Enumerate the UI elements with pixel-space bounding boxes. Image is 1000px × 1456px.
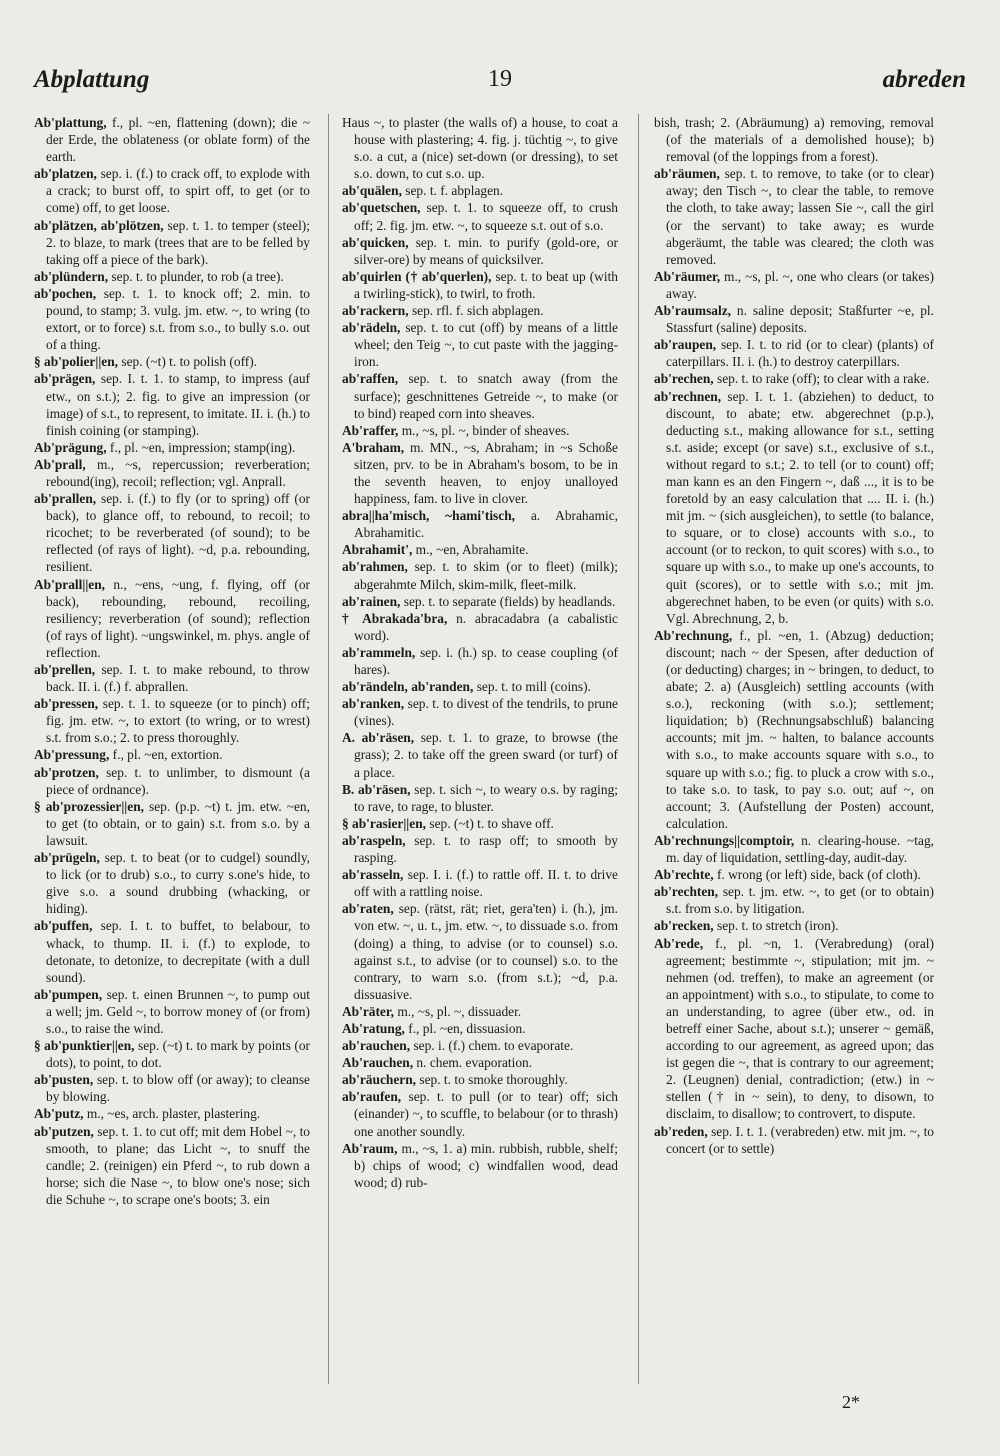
entry-headword: ab'rahmen, (342, 559, 408, 575)
dictionary-entry (342, 422, 618, 439)
entry-headword: ab'rändeln, ab'randen, (342, 679, 474, 695)
entry-headword: ab'recken, (654, 918, 714, 934)
entry-definition: sep. t. to pull (or to tear) off; sich (einander) ~, to scuffle, to belabour (or to thrash) one another soundly. (354, 1089, 618, 1139)
entry-headword: ab'puffen, (34, 918, 93, 934)
entry-definition: sep. (~t) t. to shave off. (429, 815, 554, 831)
entry-headword: A'braham, (342, 439, 405, 455)
entry-headword: Ab'prägung, (34, 439, 107, 455)
entry-headword: Ab'prall||en, (34, 576, 106, 592)
dictionary-entry (342, 370, 618, 421)
dictionary-entry (342, 593, 618, 610)
entry-headword: Ab'pressung, (34, 747, 110, 763)
entry-definition: n. abracadabra (a cabalistic word). (354, 610, 618, 643)
dictionary-entry (654, 268, 934, 302)
entry-definition: bish, trash; 2. (Abräumung) a) removing, removal (of the materials of a demolished house); b) removal (of the loppings from a forest). (654, 115, 934, 165)
dictionary-entry (34, 746, 310, 763)
entry-definition: n. chem. evaporation. (416, 1055, 533, 1071)
dictionary-entry (34, 217, 310, 268)
entry-definition: sep. t. 1. to graze, to browse (the grass); 2. to take off the green sward (or turf) of a place. (354, 730, 618, 780)
entry-headword: Abrahamit', (342, 542, 413, 558)
dictionary-entry (342, 1054, 618, 1071)
entry-headword: Ab'raumsalz, (654, 303, 731, 319)
entry-definition: sep. t. to rake (off); to clear with a rake. (717, 371, 930, 387)
entry-headword: § ab'polier||en, (34, 354, 119, 370)
entry-headword: ab'putzen, (34, 1123, 94, 1139)
dictionary-entry (34, 165, 310, 216)
column-divider (328, 114, 329, 1384)
entry-headword: ab'pressen, (34, 696, 99, 712)
entry-headword: ab'quetschen, (342, 200, 421, 216)
dictionary-entry (342, 866, 618, 900)
entry-definition: f., pl. ~en, 1. (Abzug) deduction; discount; nach ~ der Spesen, after deduction of (or deducting) charges; in ~ bringen, to deduct, to abate; 2. a) (Ausgleich) settling accounts (with s.o.), reckoning (with s.o.); settlement; liquidation; b) (Rechnungsabschluß) balancing accounts; mit jm. ~ halten, to balance accounts with s.o., to make accounts square with s.o., to square up with s.o.; fig. to pluck a crow with s.o., to take s.o. to task, to pay s.o. out; auf ~, on account; 3. (Aufstellung der Posten) account, calculation. (666, 627, 934, 831)
entry-headword: abra||ha'misch, ~hami'tisch, (342, 508, 515, 524)
dictionary-entry (34, 456, 310, 490)
entry-headword: § ab'rasier||en, (342, 815, 426, 831)
dictionary-entry (342, 729, 618, 780)
dictionary-entry (654, 388, 934, 627)
entry-headword: ab'pumpen, (34, 986, 103, 1002)
dictionary-entry (654, 336, 934, 370)
entry-definition: sep. t. sich ~, to weary o.s. by raging; to rave, to rage, to bluster. (354, 781, 618, 814)
entry-headword: ab'pochen, (34, 285, 97, 301)
entry-definition: sep. i. (f.) to crack off, to explode with a crack; to burst off, to spirt off, to get (or to come) off, to get loose. (46, 166, 310, 216)
entry-definition: sep. t. to remove, to take (or to clear) away; den Tisch ~, to clear the table, to remove the cloth, to take away; lassen Sie ~, call the girl (or the servant) to take away; es wurde abgeräumt, the table was cleared; the cloth was removed. (666, 166, 934, 267)
entry-definition: m., ~s, pl. ~, one who clears (or takes) away. (666, 268, 934, 301)
entry-definition: sep. (rätst, rät; riet, gera'ten) i. (h.), jm. von etw. ~, u. t., jm. etw. ~, to dissuade s.o. from (doing) a thing, to advise (or to counsel) s.o. against s.t., to advise (or to counsel) s.o. to the contrary, to warn s.o. (from s.t.); ~d, p.a. dissuasive. (354, 901, 618, 1002)
entry-definition: n. saline deposit; Staßfurter ~e, pl. Stassfurt (saline) deposits. (666, 303, 934, 336)
entry-headword: Ab'räumer, (654, 268, 721, 284)
dictionary-entry (34, 1071, 310, 1105)
dictionary-entry (34, 917, 310, 985)
entry-headword: ab'räuchern, (342, 1072, 417, 1088)
dictionary-entry (342, 199, 618, 233)
entry-definition: sep. t. to beat (or to cudgel) soundly, to lick (or to drub) s.o., to curry s.one's hide, to give s.o. a sound drubbing (whacking, or hiding). (46, 850, 310, 917)
dictionary-entry (654, 302, 934, 336)
dictionary-entry (342, 695, 618, 729)
entry-definition: sep. t. to rasp off; to smooth by rasping. (354, 832, 618, 866)
entry-headword: Ab'prall, (34, 456, 86, 472)
dictionary-entry (342, 644, 618, 678)
dictionary-entry (342, 1020, 618, 1037)
entry-headword: Ab'rede, (654, 935, 704, 951)
entry-definition: sep. i. (h.) sp. to cease coupling (of hares). (354, 644, 618, 677)
dictionary-entry (34, 986, 310, 1037)
entry-headword: ab'raspeln, (342, 832, 406, 848)
dictionary-entry (654, 883, 934, 917)
entry-definition: sep. rfl. f. sich abplagen. (411, 303, 544, 319)
entry-headword: Ab'räter, (342, 1003, 394, 1019)
entry-definition: f., pl. ~en, impression; stamp(ing). (109, 439, 296, 455)
entry-definition: sep. t. jm. etw. ~, to get (or to obtain) s.t. from s.o. by litigation. (666, 884, 934, 917)
entry-definition: sep. I. t. 1. (abziehen) to deduct, to discount, to abate; etw. abgerechnet (p.p.), deducting s.t., making allowance for s.t., setting s.t. aside; except (or save) s.t., exclusive of s.t., without regard to s.t.; 2. to tell (or to count) off; man kann es an den Fingern ~, daß ..., it is to be foretold by an easy calculation that .... II. i. (h.) mit jm. ~ (sich ausgleichen), to settle (to balance, to square, or to close) accounts with s.o., to account (or to reckon, to quit scores) with s.o., to square up with s.o., to make up one's accounts, to quit (scores), or to settle with s.o.; mit jm. abgerechnet haben, to be even (or quits) with s.o. Vgl. Abrechnung, 2, b. (666, 388, 934, 626)
column-2 (342, 114, 618, 1404)
entry-definition: n. clearing-house. ~tag, m. day of liquidation, settling-day, audit-day. (666, 832, 934, 866)
entry-headword: † Abrakada'bra, (342, 610, 448, 626)
entry-headword: ab'platzen, (34, 166, 97, 182)
dictionary-entry (342, 507, 618, 541)
dictionary-entry (34, 285, 310, 353)
entry-definition: sep. t. to blow off (or away); to cleanse by blowing. (46, 1072, 310, 1105)
entry-definition: f., pl. ~en, extortion. (112, 747, 223, 763)
header-left-catchword: Abplattung (34, 66, 150, 93)
entry-definition: Haus ~, to plaster (the walls of) a house, to coat a house with plastering; 4. fig. j. tüchtig ~, to give s.o. a cut, a (nice) set-down (or dressing), to set s.o. down, to cut s.o. up. (342, 115, 618, 182)
entry-definition: sep. t. to divest of the tendrils, to prune (vines). (354, 696, 618, 729)
dictionary-entry (34, 764, 310, 798)
entry-headword: ab'rädeln, (342, 320, 401, 336)
dictionary-entry (654, 165, 934, 268)
entry-definition: f., pl. ~en, flattening (down); die ~ der Erde, the oblateness (or oblate form) of the earth. (46, 115, 310, 165)
entry-definition: sep. t. 1. to knock off; 2. min. to pound, to stamp; 3. vulg. jm. etw. ~, to wring (to extort, or to force) s.t. from s.o., to bully s.o. out of a thing. (46, 285, 310, 353)
dictionary-entry (342, 815, 618, 832)
dictionary-entry (34, 849, 310, 917)
entry-definition: sep. (~t) t. to mark by points (or dots), to point, to dot. (46, 1038, 310, 1071)
column-divider (638, 114, 639, 1384)
dictionary-entry (342, 302, 618, 319)
dictionary-entry (34, 268, 310, 285)
dictionary-entry (34, 1037, 310, 1071)
dictionary-entry (342, 1088, 618, 1139)
entry-definition: sep. I. t. to rid (or to clear) (plants) of caterpillars. II. i. (h.) to destroy caterpillars. (666, 337, 934, 370)
dictionary-entry (342, 678, 618, 695)
column-1 (34, 114, 310, 1404)
dictionary-entry (654, 114, 934, 165)
entry-headword: Ab'rauchen, (342, 1055, 414, 1071)
entry-definition: m., ~en, Abrahamite. (415, 542, 529, 558)
dictionary-entry (342, 1140, 618, 1191)
entry-headword: ab'rammeln, (342, 644, 416, 660)
entry-definition: sep. t. 1. to squeeze off, to crush off; 2. fig. jm. etw. ~, to squeeze s.t. out of s.o. (354, 200, 618, 233)
entry-headword: ab'raten, (342, 901, 394, 917)
entry-definition: sep. t. min. to purify (gold-ore, or silver-ore) by means of quicksilver. (354, 234, 618, 267)
entry-definition: sep. t. 1. to temper (steel); 2. to blaze, to mark (trees that are to be felled by taking off a piece of the bark). (46, 217, 310, 267)
entry-definition: sep. t. to unlimber, to dismount (a piece of ordnance). (46, 764, 310, 797)
entry-headword: ab'prägen, (34, 371, 96, 387)
dictionary-entry (342, 541, 618, 558)
dictionary-entry (342, 1037, 618, 1054)
entry-headword: Ab'raffer, (342, 422, 399, 438)
dictionary-entry (342, 558, 618, 592)
dictionary-entry (342, 114, 618, 182)
entry-definition: sep. t. to separate (fields) by headlands. (403, 593, 616, 609)
dictionary-entry (342, 1071, 618, 1088)
entry-headword: ab'prellen, (34, 662, 96, 677)
entry-definition: sep. t. 1. to cut off; mit dem Hobel ~, to smooth, to plane; das Licht ~, to snuff the candle; 2. (reinigen) ein Pferd ~, to rub down a horse; sich die Nase ~, to blow one's nose; sich die Schuhe ~, to scrape one's boots; 3. ein (46, 1123, 310, 1207)
entry-headword: ab'quälen, (342, 183, 402, 199)
entry-headword: Ab'rechnungs||comptoir, (654, 832, 795, 848)
entry-headword: § ab'prozessier||en, (34, 798, 144, 814)
entry-definition: sep. t. to stretch (iron). (717, 918, 839, 934)
dictionary-entry (654, 627, 934, 832)
entry-headword: ab'rechten, (654, 884, 719, 900)
dictionary-entry (342, 319, 618, 370)
entry-definition: sep. I. t. 1. to stamp, to impress (auf etw., on s.t.); 2. fig. to give an impression (or image) of s.t., to represent, to imitate. II. i. (h.) to finish coining (or stamping). (46, 371, 310, 438)
dictionary-entry (654, 917, 934, 934)
entry-definition: f. wrong (or left) side, back (of cloth). (716, 867, 921, 883)
dictionary-entry (34, 661, 310, 695)
text-columns (34, 114, 966, 1404)
entry-headword: ab'raffen, (342, 371, 399, 387)
entry-headword: ab'prallen, (34, 491, 97, 507)
entry-definition: m. MN., ~s, Abraham; in ~s Schoße sitzen, prv. to be in Abraham's bosom, to be in the seventh heaven, to enjoy unalloyed happiness, fam. to live in clover. (354, 439, 618, 507)
entry-definition: sep. t. to smoke thoroughly. (419, 1072, 568, 1088)
dictionary-entry (34, 353, 310, 370)
dictionary-entry (34, 576, 310, 661)
entry-headword: ab'rackern, (342, 303, 409, 319)
dictionary-entry (342, 234, 618, 268)
entry-headword: ab'protzen, (34, 764, 99, 780)
entry-headword: ab'rauchen, (342, 1038, 411, 1054)
column-3 (654, 114, 934, 1404)
dictionary-entry (34, 1123, 310, 1208)
entry-definition: sep. t. to snatch away (from the surface); geschnittenes Getreide ~, to make (or to bind) reaped corn into sheaves. (354, 371, 618, 421)
entry-headword: ab'plündern, (34, 268, 109, 284)
entry-headword: ab'reden, (654, 1123, 708, 1139)
entry-definition: sep. i. (f.) to fly (or to spring) off (or back), to glance off, to rebound, to recoil; to ricochet; to be reverberated (of sound); to be reflected (of rays of light). ~d, p.a. rebounding, resilient. (46, 491, 310, 575)
entry-definition: sep. I. t. to buffet, to belabour, to whack, to thump. II. i. (f.) to explode, to detonate, to detonize, to decrepitate (with a dull sound). (46, 918, 310, 985)
entry-headword: Ab'raum, (342, 1140, 398, 1156)
dictionary-entry (34, 490, 310, 575)
entry-definition: sep. t. to beat up (with a twirling-stick), to twirl, to froth. (354, 268, 618, 301)
dictionary-entry (342, 832, 618, 866)
entry-headword: ab'raufen, (342, 1089, 402, 1105)
page-number: 19 (488, 66, 512, 92)
dictionary-entry (342, 439, 618, 507)
dictionary-entry (34, 370, 310, 438)
entry-headword: Ab'putz, (34, 1106, 84, 1122)
dictionary-entry (342, 610, 618, 644)
entry-definition: sep. t. to cut (off) by means of a little wheel; den Teig ~, to cut paste with the jagging-iron. (354, 320, 618, 370)
entry-definition: sep. (~t) t. to polish (off). (121, 354, 258, 370)
entry-headword: ab'plätzen, ab'plötzen, (34, 217, 164, 233)
entry-headword: Ab'rechte, (654, 867, 714, 883)
dictionary-entry (34, 798, 310, 849)
dictionary-entry (654, 370, 934, 387)
entry-definition: n., ~ens, ~ung, f. flying, off (or back), rebounding, rebound, recoiling, resiliency; reverberation (of sound); reflection (of rays of light). ~ungswinkel, m. phys. angle of reflection. (46, 576, 310, 660)
entry-headword: ab'rechen, (654, 371, 714, 387)
entry-headword: A. ab'räsen, (342, 730, 415, 746)
dictionary-entry (34, 439, 310, 456)
entry-headword: Ab'plattung, (34, 115, 107, 130)
entry-headword: ab'rasseln, (342, 867, 404, 883)
entry-headword: ab'rechnen, (654, 388, 722, 404)
entry-definition: a. Abrahamic, Abrahamitic. (354, 508, 618, 541)
entry-definition: m., ~es, arch. plaster, plastering. (86, 1106, 261, 1122)
entry-definition: f., pl. ~en, dissuasion. (408, 1020, 526, 1036)
entry-definition: f., pl. ~n, 1. (Verabredung) (oral) agreement; bestimmte ~, stipulation; mit jm. ~ nehmen (od. treffen), to make an agreement (or an appointment) with s.o., to stipulate, to come to an understanding, to agree (über etw., od. in betreff einer Sache, about s.t.); unserer ~ gemäß, according to our agreement, as agreed upon; das ist gegen die ~, that is contrary to our agreement; 2. (Leugnen) denial, contradiction; (etw.) in ~ stellen († in ~ sein), to deny, to disown, to disclaim, to disallow; to controvert, to dispute. (666, 935, 934, 1122)
dictionary-entry (654, 866, 934, 883)
entry-headword: ab'räumen, (654, 166, 720, 182)
entry-headword: Ab'rechnung, (654, 627, 733, 643)
entry-definition: sep. I. i. (f.) to rattle off. II. t. to drive off with a rattling noise. (354, 867, 618, 900)
entry-definition: sep. t. to mill (coins). (476, 679, 591, 695)
entry-definition: sep. I. t. 1. (verabreden) etw. mit jm. ~, to concert (or to settle) (666, 1123, 934, 1156)
dictionary-entry (34, 114, 310, 165)
dictionary-entry (654, 832, 934, 866)
entry-definition: m., ~s, pl. ~, dissuader. (397, 1003, 522, 1019)
entry-definition: m., ~s, 1. a) min. rubbish, rubble, shelf; b) chips of wood; c) windfallen wood, dead wood; d) rub- (354, 1140, 618, 1190)
entry-definition: sep. I. t. to make rebound, to throw back. II. i. (f.) f. abprallen. (46, 662, 310, 695)
entry-headword: ab'ranken, (342, 696, 405, 712)
entry-headword: ab'quirlen († ab'querlen), (342, 268, 492, 284)
running-head (34, 66, 966, 106)
dictionary-entry (34, 695, 310, 746)
entry-headword: ab'raupen, (654, 337, 717, 353)
entry-headword: § ab'punktier||en, (34, 1038, 135, 1054)
entry-definition: m., ~s, repercussion; reverberation; rebound(ing), recoil; reflection; vgl. Anprall. (46, 456, 310, 489)
dictionary-entry (342, 182, 618, 199)
entry-headword: B. ab'räsen, (342, 781, 411, 797)
entry-definition: sep. t. 1. to squeeze (or to pinch) off; fig. jm. etw. ~, to extort (to wring, or to wrest) s.t. from s.o.; 2. to press thoroughly. (46, 696, 310, 746)
printer-signature: 2* (842, 1392, 860, 1412)
dictionary-entry (342, 1003, 618, 1020)
entry-headword: ab'rainen, (342, 593, 401, 609)
dictionary-entry (34, 1105, 310, 1122)
entry-definition: sep. i. (f.) chem. to evaporate. (413, 1038, 574, 1054)
entry-headword: ab'quicken, (342, 234, 409, 250)
entry-definition: sep. t. to plunder, to rob (a tree). (111, 268, 284, 284)
entry-headword: ab'prügeln, (34, 850, 100, 866)
dictionary-entry (654, 1123, 934, 1157)
entry-definition: sep. t. to skim (or to fleet) (milk); abgerahmte Milch, skim-milk, fleet-milk. (354, 559, 618, 592)
header-right-catchword: abreden (882, 66, 966, 93)
entry-definition: sep. t. einen Brunnen ~, to pump out a well; jm. Geld ~, to borrow money of (or from) s.o., to raise the wind. (46, 986, 310, 1036)
dictionary-entry (342, 781, 618, 815)
entry-headword: ab'pusten, (34, 1072, 94, 1088)
entry-definition: sep. (p.p. ~t) t. jm. etw. ~en, to get (to obtain, or to gain) s.t. from s.o. by a lawsuit. (46, 798, 310, 848)
entry-definition: m., ~s, pl. ~, binder of sheaves. (401, 422, 570, 438)
entry-headword: Ab'ratung, (342, 1020, 405, 1036)
dictionary-entry (654, 935, 934, 1123)
dictionary-entry (342, 268, 618, 302)
dictionary-entry (342, 900, 618, 1003)
entry-definition: sep. t. f. abplagen. (405, 183, 504, 199)
